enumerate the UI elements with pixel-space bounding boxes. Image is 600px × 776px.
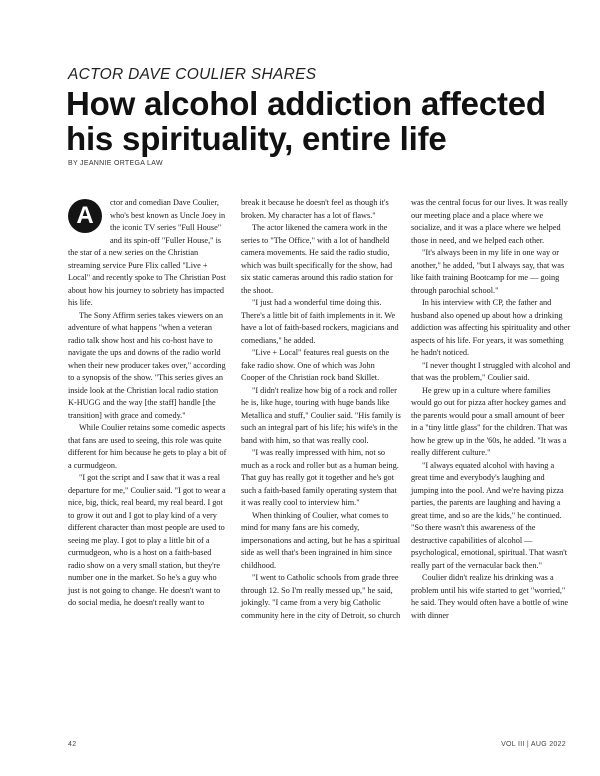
paragraph: break it because he doesn't feel as though it's broken. My character has a lot of flaws." [241,198,389,220]
article-column-2 [241,197,401,622]
paragraph: While Coulier retains some comedic aspects that fans are used to seeing, this role was quite different for him because he gets to play a bit of a curmudgeon. [68,423,227,470]
paragraph: "I got the script and I saw that it was a real departure for me," Coulier said. "I got to wear a nice, big, thick, real beard, my real beard. I got to grow it out and I got to play kind of a very different character than most people are used to seeing me play. I got to play a little bit of a curmudgeon, who is a host on a faith-based radio show on a very small station, but they're number one in the market. So he's a guy who just is not going to change. He doesn't want to do social media, he doesn't really want to [68,473,226,607]
article-byline: BY JEANNIE ORTEGA LAW [68,160,163,167]
article-column-3 [411,197,571,622]
paragraph: was the central focus for our lives. It was really our meeting place and a place where we socialize, and it was a place where we helped those in need, and we helped each other. [411,198,568,245]
article-column-1 [68,197,228,610]
article-title: How alcohol addiction affected his spirituality, entire life [66,85,546,157]
page-number: 42 [68,741,77,748]
paragraph: Coulier didn't realize his drinking was a problem until his wife started to get "worried," he said. They would often have a bottle of wine with dinner [411,573,569,620]
article-kicker: ACTOR DAVE COULIER SHARES [68,66,317,83]
paragraph: The actor likened the camera work in the series to "The Office," with a lot of handheld camera movements. He said the radio studio, which was built specifically for the show, had six static cameras around this radio station for the shoot. [241,223,393,295]
paragraph: The Sony Affirm series takes viewers on an adventure of what happens "when a veteran radio talk show host and his co-host have to navigate the ups and downs of the radio world when their new producer takes over," according to a synopsis of the show. "This series gives an inside look at the Christian local radio station K-HUGG and the way [the staff] handle [the transition] with grace and comedy." [68,310,226,420]
paragraph: "I just had a wonderful time doing this. There's a little bit of faith implements in it. We have a lot of faith-based rockers, magicians and comedians," he added. [241,298,399,345]
paragraph: When thinking of Coulier, what comes to mind for many fans are his comedy, impersonations and acting, but he has a spiritual side as well that's been ingrained in him since childhood. [241,510,401,570]
paragraph: He grew up in a culture where families would go out for pizza after hockey games and the parents would pour a small amount of beer in a "tiny little glass" for the children. That was how he grew up in the '60s, he added. "It was a really different culture." [411,385,568,457]
paragraph: "Live + Local" features real guests on the fake radio show. One of which was John Cooper of the Christian rock band Skillet. [241,348,390,382]
paragraph: In his interview with CP, the father and husband also opened up about how a drinking addiction was affecting his spirituality and other aspects of his life. For years, it was something he hadn't noticed. [411,298,571,357]
paragraph: "I went to Catholic schools from grade three through 12. So I'm really messed up," he said, jokingly. "I came from a very big Catholic community here in the city of Detroit, so church [241,573,401,620]
paragraph: "I was really impressed with him, not so much as a rock and roller but as a human being. That guy has really got it together and he's got such a faith-based family operating system that it was really cool to interview him." [241,448,399,507]
paragraph: "I always equated alcohol with having a great time and everybody's laughing and jumping into the pool. And we're having pizza parties, the parents are laughing and having a great time, and so are the kids," he continued. "So there wasn't this awareness of the destructive capabilities of alcohol — psychological, emotional, spiritual. That wasn't really part of the vernacular back then." [411,460,567,570]
paragraph: "I didn't realize how big of a rock and roller he is, like huge, touring with huge bands like Metallica and stuff," Coulier said. "His family is such an integral part of his life; his wife's in the band with him, so that was really cool. [241,385,401,445]
paragraph: "I never thought I struggled with alcohol and that was the problem," Coulier said. [411,360,571,382]
issue-label: VOL III | AUG 2022 [501,741,566,748]
paragraph: "It's always been in my life in one way or another," he added, "but I always say, that was like faith training Bootcamp for me — going through parochial school." [411,248,565,295]
paragraph: ctor and comedian Dave Coulier, who's best known as Uncle Joey in the iconic TV series "Full House" and its spin-off "Fuller House," is the star of a new series on the Christian streaming service Pure Flix called "Live + Local" and recently spoke to The Christian Post about how his journey to sobriety has impacted his life. [68,198,226,307]
drop-cap: A [68,199,102,233]
